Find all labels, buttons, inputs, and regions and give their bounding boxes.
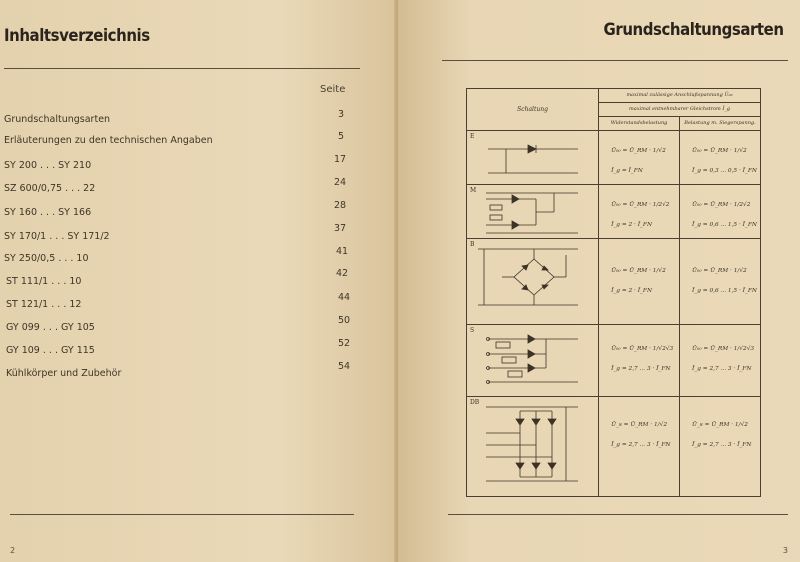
formula-line: Ū₀₀ = Ū_RM · 1/√2 <box>692 268 747 274</box>
formula-line: Ī_g = 0,6 ... 1,5 · Ī_FN <box>692 288 757 294</box>
header-rule-right <box>442 60 788 61</box>
formula-cell <box>599 131 680 185</box>
circuit-id: S <box>470 327 475 334</box>
circuit-id: M <box>470 187 477 194</box>
formula-line: Ū₀₀ = Ū_RM · 1/√2 <box>611 148 666 154</box>
toc-entry-page: 52 <box>338 338 351 349</box>
toc-entry-label: GY 109 . . . GY 115 <box>6 345 95 356</box>
seite-column-header: Seite <box>320 84 346 95</box>
left-page <box>0 0 398 562</box>
schematic-b <box>478 249 578 305</box>
schematic-e <box>488 145 578 173</box>
toc-entry-label: ST 121/1 . . . 12 <box>6 299 82 310</box>
toc-entry-page: 44 <box>338 292 351 303</box>
toc-entry-page: 5 <box>338 131 345 142</box>
toc-entry-label: Erläuterungen zu den technischen Angaben <box>4 135 213 146</box>
formula-line: Ū_s = Ū_RM · 1/√2 <box>692 422 748 428</box>
formula-line: Ī_g = 2 · Ī_FN <box>611 288 653 294</box>
toc-entry-page: 41 <box>336 246 349 257</box>
toc-entry-page: 17 <box>334 154 347 165</box>
page-title-grundschaltungsarten: Grundschaltungsarten <box>603 20 784 40</box>
formula-cell <box>599 397 680 497</box>
toc-entry-page: 50 <box>338 315 351 326</box>
toc-entry-page: 54 <box>338 361 351 372</box>
formula-line: Ū_s = Ū_RM · 1/√2 <box>611 422 668 428</box>
formula-cell <box>680 325 761 397</box>
toc-entry-label: SY 250/0,5 . . . 10 <box>4 253 89 264</box>
formula-cell <box>680 239 761 325</box>
toc-entry-page: 42 <box>336 268 349 279</box>
toc-entry-page: 3 <box>338 109 345 120</box>
formula-line: Ū₀₀ = Ū_RM · 1/√2√3 <box>692 346 755 352</box>
formula-line: Ī_g = 2,7 ... 3 · Ī_FN <box>692 442 752 448</box>
toc-entry-label: SZ 600/0,75 . . . 22 <box>4 183 96 194</box>
header-current: maximal entnehmbarer Gleichstrom Ī_g <box>599 103 761 117</box>
header-resistive-load: Widerstandsbelastung <box>599 117 680 131</box>
toc-entry-page: 28 <box>334 200 347 211</box>
toc-entry-label: ST 111/1 . . . 10 <box>6 276 82 287</box>
toc-entry-label: Grundschaltungsarten <box>4 114 111 125</box>
formula-line: Ī_g = 2,7 ... 3 · Ī_FN <box>692 366 752 372</box>
formula-line: Ū₀₀ = Ū_RM · 1/2√2 <box>611 202 670 208</box>
footer-rule-left <box>10 514 354 515</box>
formula-cell <box>599 325 680 397</box>
footer-rule-right <box>448 514 788 515</box>
formula-line: Ī_g = 0,6 ... 1,5 · Ī_FN <box>692 222 757 228</box>
header-voltage: maximal zulässige Anschlußspannung Ū₀₀ <box>599 89 761 103</box>
schematic-m <box>486 193 578 233</box>
toc-entry-label: SY 200 . . . SY 210 <box>4 160 92 171</box>
header-capacitive-load: Belastung m. Siegerspanng. <box>680 117 761 131</box>
formula-line: Ū₀₀ = Ū_RM · 1/2√2 <box>692 202 751 208</box>
toc-entry-page: 37 <box>334 223 347 234</box>
formula-cell <box>680 185 761 239</box>
formula-cell <box>599 185 680 239</box>
formula-cell <box>599 239 680 325</box>
formula-line: Ī_g = 2,7 ... 3 · Ī_FN <box>611 442 671 448</box>
toc-entry-label: SY 160 . . . SY 166 <box>4 207 92 218</box>
formula-line: Ī_g = 2 · Ī_FN <box>611 222 653 228</box>
formula-line: Ī_g = 2,7 ... 3 · Ī_FN <box>611 366 671 372</box>
formula-line: Ū₀₀ = Ū_RM · 1/√2 <box>692 148 747 154</box>
formula-line: Ī_g = Ī_FN <box>611 168 643 174</box>
formula-cell <box>680 397 761 497</box>
toc-entry-label: Kühlkörper und Zubehör <box>6 368 122 379</box>
formula-cell <box>680 131 761 185</box>
formula-line: Ū₀₀ = Ū_RM · 1/√2 <box>611 268 666 274</box>
formula-line: Ī_g = 0,3 ... 0,5 · Ī_FN <box>692 168 757 174</box>
circuit-id: DB <box>470 399 480 406</box>
formula-line: Ū₀₀ = Ū_RM · 1/√2√3 <box>611 346 674 352</box>
circuit-schematics <box>466 131 600 496</box>
toc-entry-label: SY 170/1 . . . SY 171/2 <box>4 231 110 242</box>
header-rule-left <box>4 68 360 69</box>
schematic-s <box>487 335 579 384</box>
circuit-id: E <box>470 133 475 140</box>
toc-entry-label: GY 099 . . . GY 105 <box>6 322 95 333</box>
toc-entry-page: 24 <box>334 177 347 188</box>
circuit-id: B <box>470 241 475 248</box>
header-schaltung: Schaltung <box>467 89 599 131</box>
page-title-inhaltsverzeichnis: Inhaltsverzeichnis <box>4 26 150 46</box>
schematic-db <box>486 407 578 481</box>
page-number-right: 3 <box>782 546 788 555</box>
page-number-left: 2 <box>10 546 16 555</box>
